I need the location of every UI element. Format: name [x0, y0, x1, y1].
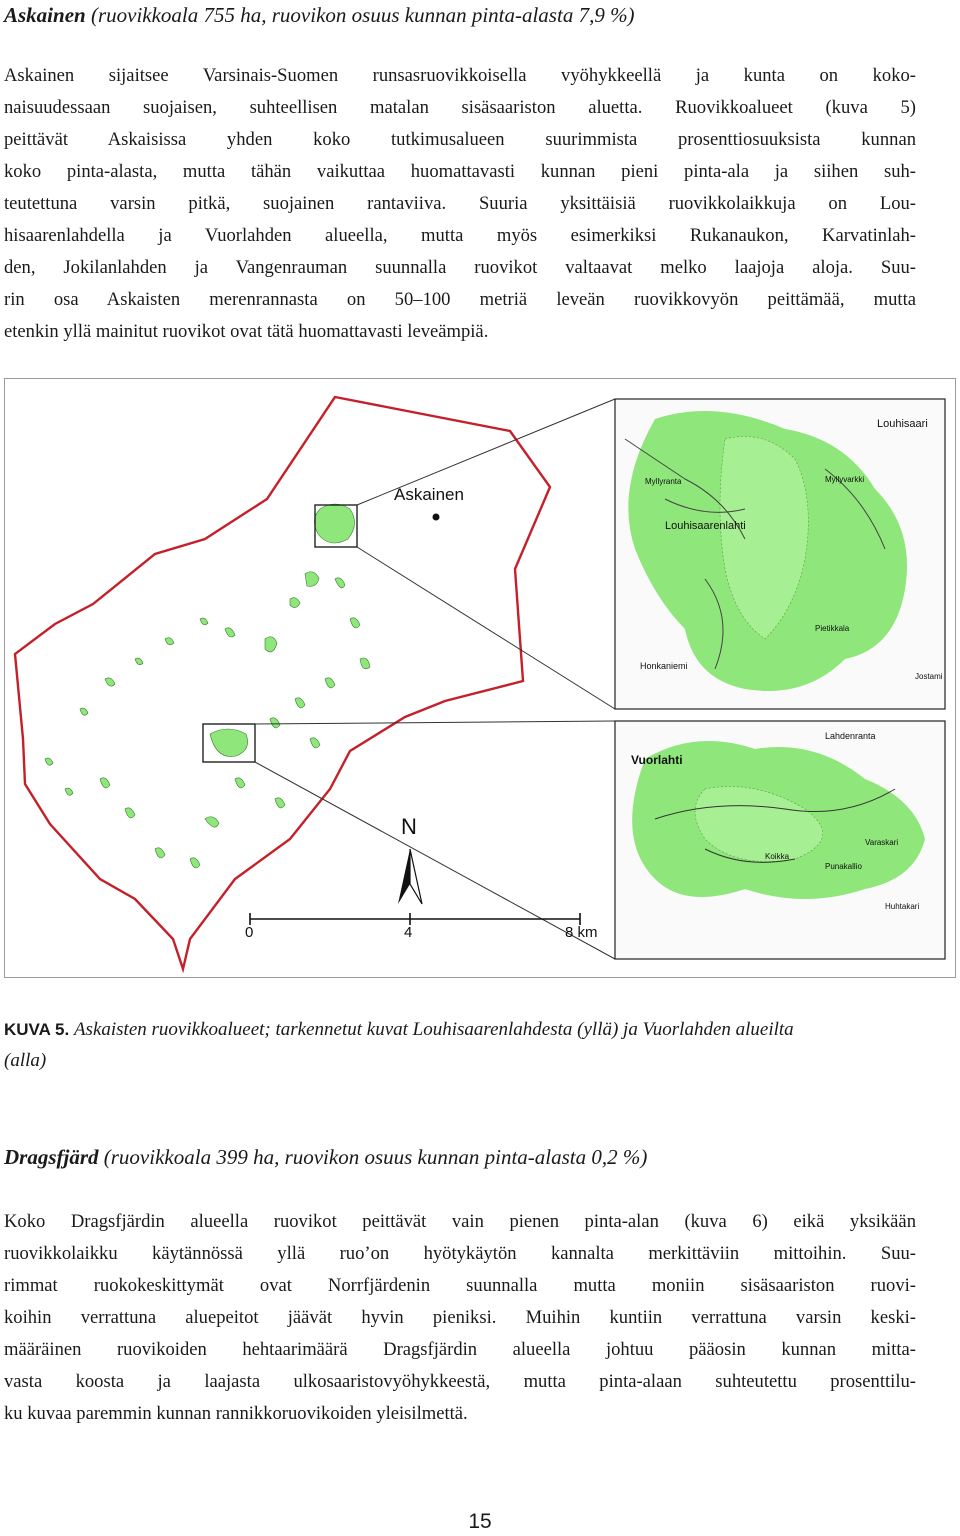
text-line: Koko Dragsfjärdin alueella ruovikot peittävät vain pienen pinta-alan (kuva 6) eikä yksikään — [4, 1211, 916, 1232]
scale-label-0: 0 — [245, 924, 254, 941]
reed-patches — [45, 504, 370, 868]
text-line: ruovikkolaikku käytännössä yllä ruo’on hyötykäytön kannalta merkittäviin mittoihin. Suu- — [4, 1243, 916, 1264]
text-line: ku kuvaa paremmin kunnan rannikkoruovikoiden yleisilmettä. — [4, 1403, 468, 1424]
svg-text:Lahdenranta: Lahdenranta — [825, 731, 876, 741]
paragraph-askainen — [4, 60, 916, 348]
section-heading-askainen — [4, 2, 635, 28]
scale-label-8km: 8 km — [565, 924, 598, 941]
text-line: hisaarenlahdella ja Vuorlahden alueella, mutta myös esimerkiksi Rukanaukon, Karvatinlah- — [4, 225, 916, 246]
paragraph-dragsfjard — [4, 1206, 916, 1430]
section-heading-dragsfjard — [4, 1144, 647, 1170]
text-line: määräinen ruovikoiden hehtaarimäärä Dragsfjärdin alueella johtuu pääosin kunnan mitta- — [4, 1339, 916, 1360]
text-line: Askainen sijaitsee Varsinais-Suomen runsasruovikkoisella vyöhykkeellä ja kunta on koko- — [4, 65, 916, 86]
inset-map-louhisaarenlahti — [615, 399, 945, 709]
svg-text:Louhisaarenlahti: Louhisaarenlahti — [665, 520, 746, 532]
figure-reed-map — [4, 378, 956, 978]
svg-text:Koikka: Koikka — [765, 852, 790, 861]
town-marker — [433, 514, 440, 521]
section-title: Askainen — [4, 3, 86, 27]
north-arrow-icon — [398, 849, 410, 904]
text-line: teutettuna varsin pitkä, suojainen rantaviiva. Suuria yksittäisiä ruovikkolaikkuja on Lou- — [4, 193, 916, 214]
caption-label: KUVA 5. — [4, 1020, 70, 1039]
text-line: naisuudessaan suojaisen, suhteellisen matalan sisäsaariston aluetta. Ruovikkoalueet (kuva 5) — [4, 97, 916, 118]
svg-text:Myllyvarkki: Myllyvarkki — [825, 475, 865, 484]
text-line: koko pinta-alasta, mutta tähän vaikuttaa huomattavasti kunnan pieni pinta-ala ja siihen suh- — [4, 161, 916, 182]
svg-text:Huhtakari: Huhtakari — [885, 902, 920, 911]
svg-text:Myllyranta: Myllyranta — [645, 477, 682, 486]
svg-text:Punakallio: Punakallio — [825, 862, 862, 871]
svg-text:Louhisaari: Louhisaari — [877, 418, 928, 430]
text-line: koihin verrattuna aluepeitot jäävät hyvin pieniksi. Muihin kuntiin verrattuna varsin keski- — [4, 1307, 916, 1328]
svg-text:Pietikkala: Pietikkala — [815, 624, 850, 633]
page-number: 15 — [468, 1510, 492, 1533]
inset-map-vuorlahti — [615, 721, 945, 959]
north-label: N — [401, 814, 417, 839]
text-line: den, Jokilanlahden ja Vangenrauman suunnalla ruovikot valtaavat melko laajoja aloja. Suu- — [4, 257, 916, 278]
caption-text: Askaisten ruovikkoalueet; tarkennetut kuvat Louhisaarenlahdesta (yllä) ja Vuorlahden alueilta — [73, 1019, 794, 1040]
text-line: peittävät Askaisissa yhden koko tutkimusalueen suurimmista prosenttiosuuksista kunnan — [4, 129, 916, 150]
section-info: (ruovikkoala 755 ha, ruovikon osuus kunnan pinta-alasta 7,9 %) — [90, 3, 635, 27]
svg-text:Jostami: Jostami — [915, 672, 943, 681]
text-line: rin osa Askaisten merenrannasta on 50–100 metriä leveän ruovikkovyön peittämää, mutta — [4, 289, 916, 310]
figure-caption — [4, 1014, 916, 1076]
svg-text:Vuorlahti: Vuorlahti — [631, 753, 683, 767]
caption-text-2: (alla) — [4, 1050, 47, 1071]
svg-text:Varaskari: Varaskari — [865, 838, 899, 847]
section-title: Dragsfjärd — [4, 1145, 99, 1169]
scale-label-4: 4 — [404, 924, 413, 941]
svg-text:Honkaniemi: Honkaniemi — [640, 661, 688, 671]
text-line: rimmat ruokokeskittymät ovat Norrfjärdenin suunnalla mutta moniin sisäsaariston ruovi- — [4, 1275, 916, 1296]
map-graphic — [5, 379, 955, 977]
text-line: vasta koosta ja laajasta ulkosaaristovyöhykkeestä, mutta pinta-alaan suhteutettu prosenttilu- — [4, 1371, 916, 1392]
section-info: (ruovikkoala 399 ha, ruovikon osuus kunnan pinta-alasta 0,2 %) — [103, 1145, 648, 1169]
text-line: etenkin yllä mainitut ruovikot ovat tätä huomattavasti leveämpiä. — [4, 321, 489, 342]
map-label-askainen: Askainen — [394, 485, 464, 504]
municipality-boundary — [15, 397, 550, 969]
